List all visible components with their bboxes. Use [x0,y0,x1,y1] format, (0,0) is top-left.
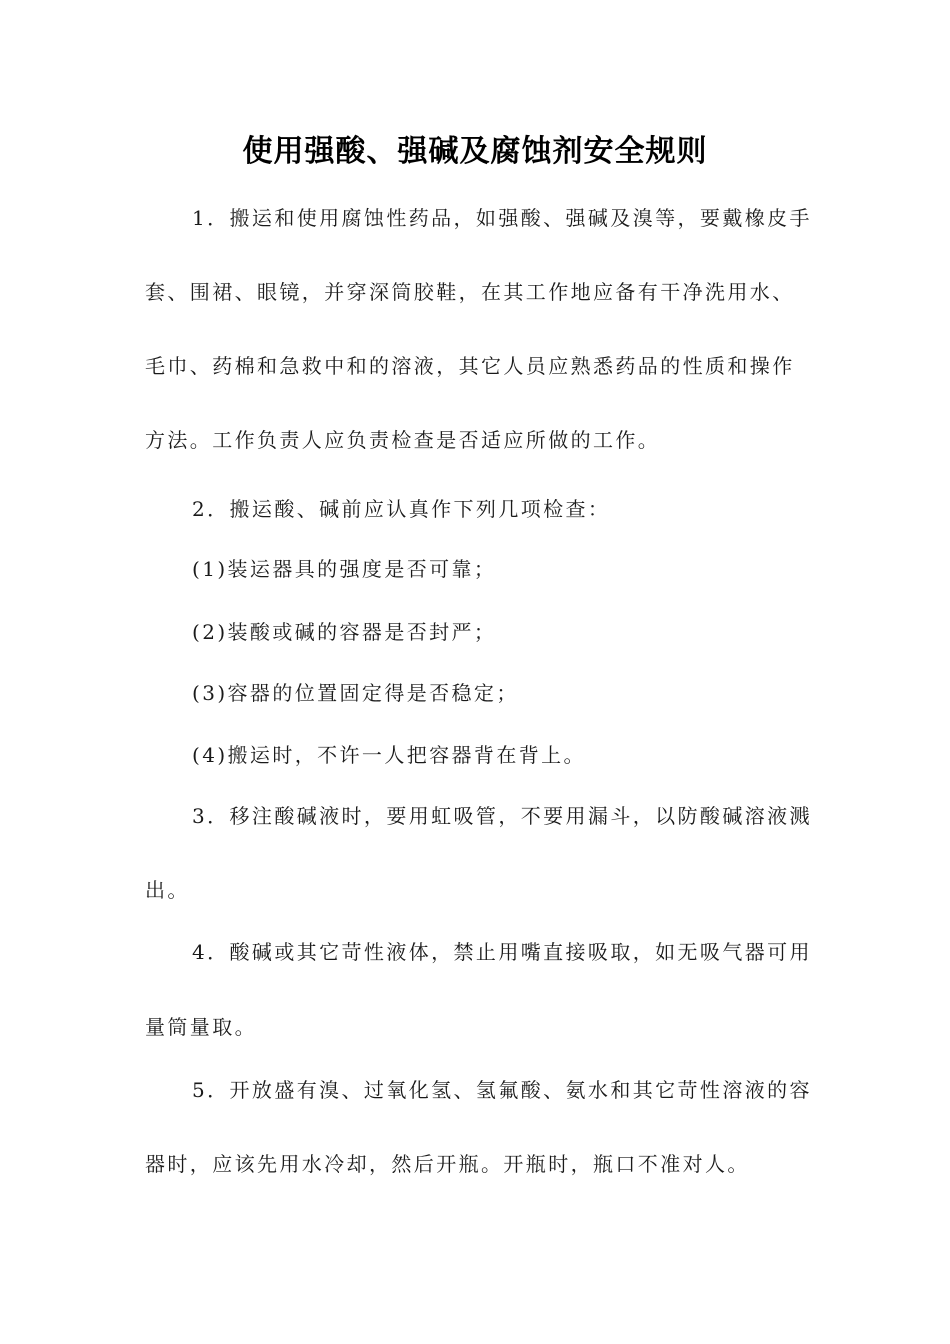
rule-5-line-1: 5．开放盛有溴、过氧化氢、氢氟酸、氨水和其它苛性溶液的容 [192,1078,812,1102]
rule-4-line-1: 4．酸碱或其它苛性液体，禁止用嘴直接吸取，如无吸气器可用 [192,940,812,964]
rule-5-line-2: 器时，应该先用水冷却，然后开瓶。开瓶时，瓶口不准对人。 [145,1152,750,1176]
rule-2-item-3: (3)容器的位置固定得是否稳定； [192,681,519,705]
rule-2-item-4: (4)搬运时，不许一人把容器背在背上。 [192,743,586,767]
rule-2-item-1: (1)装运器具的强度是否可靠； [192,557,497,581]
rule-2-line-1: 2．搬运酸、碱前应认真作下列几项检查： [192,497,611,521]
rule-2-item-2: (2)装酸或碱的容器是否封严； [192,620,497,644]
rule-1-line-4: 方法。工作负责人应负责检查是否适应所做的工作。 [145,428,661,452]
rule-3-line-2: 出。 [145,878,190,902]
document-title: 使用强酸、强碱及腐蚀剂安全规则 [242,134,708,169]
rule-3-line-1: 3．移注酸碱液时，要用虹吸管，不要用漏斗，以防酸碱溶液溅 [192,804,812,828]
rule-1-line-3: 毛巾、药棉和急救中和的溶液，其它人员应熟悉药品的性质和操作 [145,354,795,378]
rule-1-line-1: 1．搬运和使用腐蚀性药品，如强酸、强碱及溴等，要戴橡皮手 [192,206,812,230]
rule-1-line-2: 套、围裙、眼镜，并穿深筒胶鞋，在其工作地应备有干净洗用水、 [145,280,795,304]
rule-4-line-2: 量筒量取。 [145,1015,257,1039]
